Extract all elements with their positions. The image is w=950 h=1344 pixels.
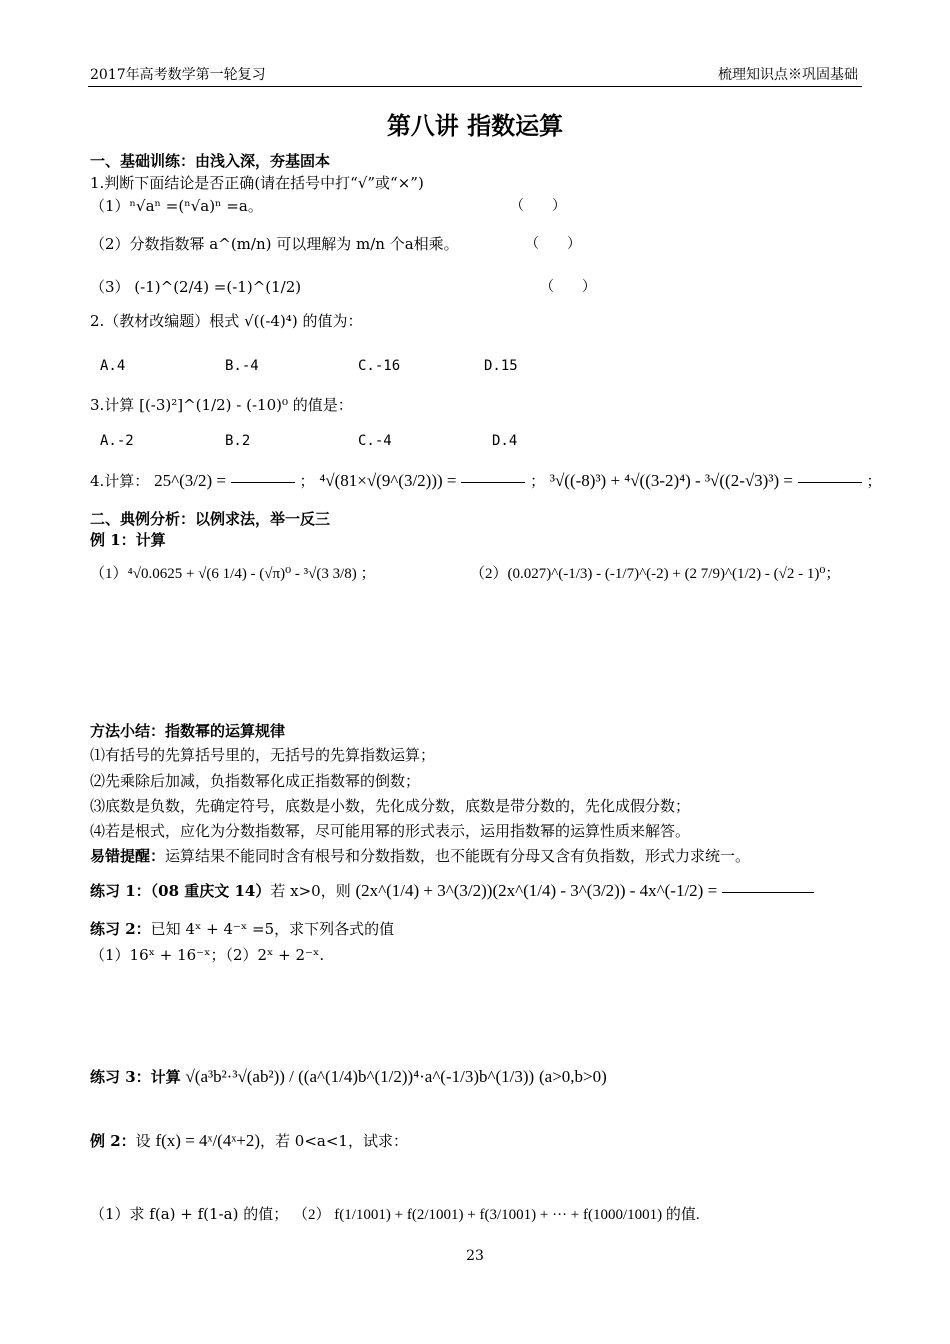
summary-rule-3: ⑶底数是负数，先确定符号，底数是小数，先化成分数，底数是带分数的，先化成假分数； [90, 797, 691, 815]
section1-heading: 一、基础训练：由浅入深，夯基固本 [90, 152, 331, 170]
error-warning-text: 运算结果不能同时含有根号和分数指数，也不能既有分母又含有负指数，形式力求统一。 [165, 847, 751, 865]
q4-sep1: ； [299, 472, 315, 490]
example2-func: f(x) = 4ˣ/(4ˣ+2) [155, 1131, 261, 1150]
q3-option-c: C.-4 [358, 433, 392, 449]
q1-item1-text: （1）ⁿ√aⁿ =(ⁿ√a)ⁿ =a。 [90, 197, 263, 215]
practice1-source: （08 重庆文 14） [150, 882, 271, 900]
q1-stem: 1.判断下面结论是否正确(请在括号中打“√”或“×”) [90, 174, 424, 192]
q1-item1-blank: （ ） [510, 198, 566, 214]
q3-option-d: D.4 [492, 433, 518, 449]
q4-blank2[interactable] [461, 482, 525, 483]
q4-expr2: ⁴√(81×√(9^(3/2))) = [319, 471, 457, 490]
example2-text2: ，若 0<a<1，试求： [260, 1132, 408, 1150]
practice3 [90, 1066, 607, 1087]
q1-item2-text: （2）分数指数幂 a^(m/n) 可以理解为 m/n 个a相乘。 [90, 235, 459, 253]
practice1-text: 若 x>0，则 [270, 882, 351, 900]
practice1-expr: (2x^(1/4) + 3^(3/2))(2x^(1/4) - 3^(3/2)) - 4x^(-1/2) = [355, 881, 718, 900]
practice2 [90, 918, 394, 939]
example2-label: 例 2： [90, 1132, 136, 1150]
header-left: 2017年高考数学第一轮复习 [90, 67, 266, 83]
q4 [90, 470, 882, 491]
q3-stem: 3.计算 [(-3)²]^(1/2) - (-10)⁰ 的值是： [90, 396, 353, 414]
section2-heading: 二、典例分析：以例求法，举一反三 [90, 510, 331, 528]
summary-heading: 方法小结：指数幂的运算规律 [90, 722, 286, 740]
q1-item3-blank: （ ） [540, 279, 596, 295]
practice3-condition: (a>0,b>0) [538, 1067, 607, 1086]
q2-stem: 2.（教材改编题）根式 √((-4)⁴) 的值为： [90, 312, 363, 330]
q4-expr1: 25^(3/2) = [154, 471, 226, 490]
practice2-text: 已知 4ˣ + 4⁻ˣ =5，求下列各式的值 [150, 920, 395, 938]
practice3-expr: √(a³b²·³√(ab²)) / ((a^(1/4)b^(1/2))⁴·a^(-1/3)b^(1/3)) [185, 1067, 535, 1086]
q1-item1 [90, 195, 263, 216]
example2-parts [90, 1203, 700, 1224]
error-warning-label: 易错提醒： [90, 847, 166, 865]
practice3-label: 练习 3：计算 [90, 1068, 181, 1086]
practice2-label: 练习 2： [90, 920, 151, 938]
q3-option-a: A.-2 [100, 433, 134, 449]
q2-option-d: D.15 [484, 358, 518, 374]
q4-sep2: ； [530, 472, 546, 490]
q4-blank3[interactable] [798, 482, 862, 483]
summary-rule-2: ⑵先乘除后加减，负指数幂化成正指数幂的倒数； [90, 772, 421, 790]
summary-rule-4: ⑷若是根式，应化为分数指数幂，尽可能用幂的形式表示，运用指数幂的运算性质来解答。 [90, 822, 691, 840]
example1-part1: （1）⁴√0.0625 + √(6 1/4) - (√π)⁰ - ³√(3 3/8) ； [90, 566, 376, 582]
example2-q1: （1）求 f(a) + f(1-a) 的值； [90, 1205, 289, 1223]
practice2-items: （1）16ˣ + 16⁻ˣ；（2）2ˣ + 2⁻ˣ. [90, 946, 325, 964]
q3-option-b: B.2 [225, 433, 251, 449]
q2-option-c: C.-16 [358, 358, 401, 374]
summary-rule-1: ⑴有括号的先算括号里的，无括号的先算指数运算； [90, 746, 436, 764]
q1-item3 [90, 276, 301, 297]
q2-option-a: A.4 [100, 358, 126, 374]
example2-text1: 设 [135, 1132, 151, 1150]
example2-q2: （2） f(1/1001) + f(2/1001) + f(3/1001) + ··· + f(1000/1001) 的值. [292, 1207, 700, 1223]
q1-item2-blank: （ ） [525, 236, 581, 252]
page-title: 第八讲 指数运算 [386, 111, 564, 140]
example1-label: 例 1：计算 [90, 531, 166, 549]
example2 [90, 1130, 408, 1151]
q1-item2 [90, 233, 459, 254]
q1-item3-text: （3） (-1)^(2/4) =(-1)^(1/2) [90, 278, 302, 296]
page-number: 23 [466, 1248, 484, 1264]
example1-part2: （2）(0.027)^(-1/3) - (-1/7)^(-2) + (2 7/9)^(1/2) - (√2 - 1)⁰； [470, 566, 841, 582]
q4-expr3: ³√((-8)³) + ⁴√((3-2)⁴) - ³√((2-√3)³) = [549, 471, 793, 490]
q4-blank1[interactable] [231, 482, 295, 483]
q4-label: 4.计算： [90, 472, 150, 490]
practice1-label: 练习 1： [90, 882, 151, 900]
header-right: 梳理知识点※巩固基础 [718, 67, 858, 83]
q2-option-b: B.-4 [225, 358, 259, 374]
error-warning [90, 845, 750, 866]
header-rule [88, 86, 862, 87]
practice1-blank[interactable] [722, 892, 814, 893]
practice1 [90, 880, 814, 901]
q4-sep3: ； [866, 472, 882, 490]
